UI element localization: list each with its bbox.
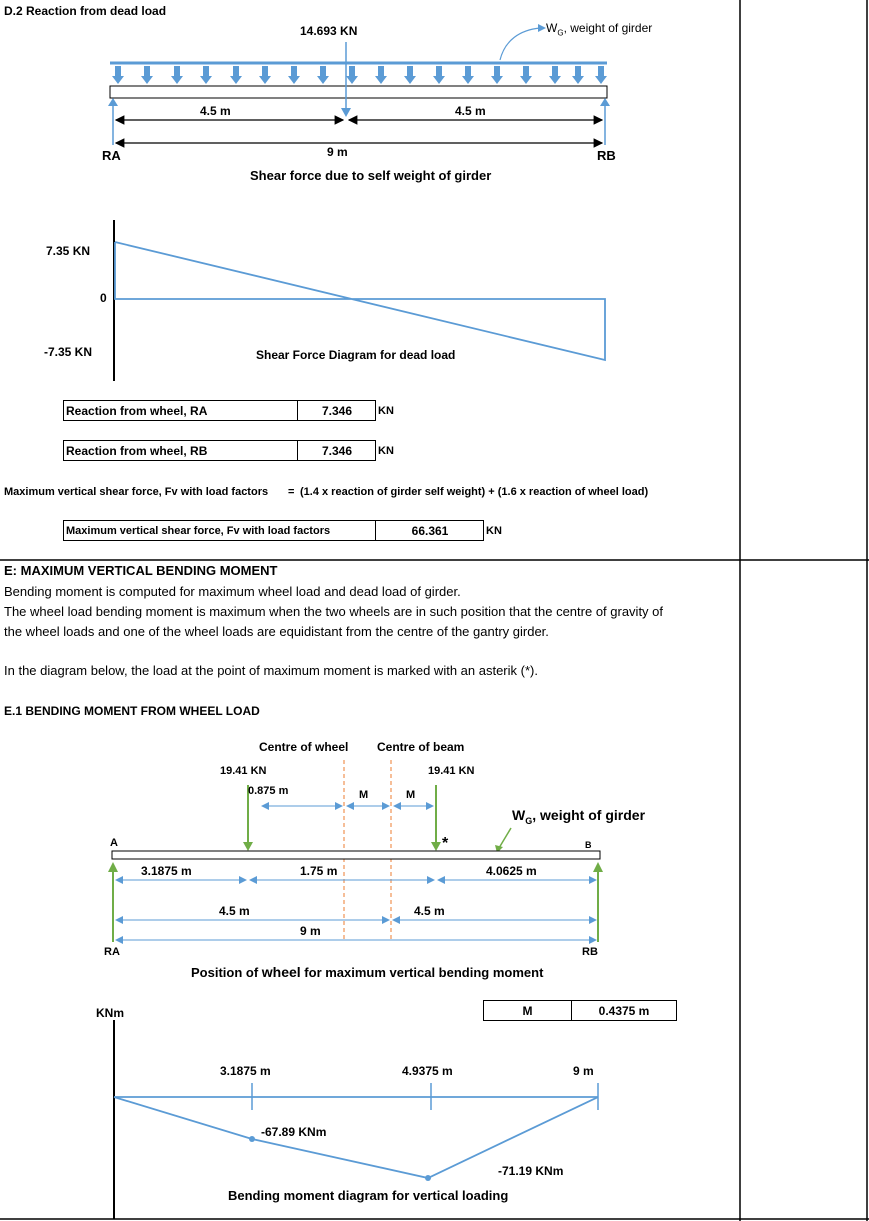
rb-label-2: RB [582, 946, 598, 958]
centre-of-wheel-label: Centre of wheel [259, 740, 349, 754]
reaction-rb-unit: KN [378, 445, 394, 457]
wheel-load-2-label: 19.41 KN [428, 765, 475, 777]
m-label-2: M [406, 789, 416, 801]
sfd-bottom-label: -7.35 KN [44, 345, 93, 359]
sfd-zero-label: 0 [100, 291, 107, 305]
dim-4-0625: 4.0625 m [486, 864, 537, 878]
m-table-label: M [484, 1001, 572, 1020]
right-span-label: 4.5 m [455, 104, 486, 118]
e-para-2: The wheel load bending moment is maximum when the two wheels are in such position that the centre of gravity of [4, 604, 664, 619]
formula-right: (1.4 x reaction of girder self weight) + (1.6 x reaction of wheel load) [300, 486, 649, 498]
bmd-unit-label: KNm [96, 1006, 125, 1020]
offset-label: 0.875 m [248, 785, 289, 797]
sfd-top-label: 7.35 KN [46, 244, 91, 258]
dim-half-1: 4.5 m [219, 904, 250, 918]
e-para-4: In the diagram below, the load at the point of maximum moment is marked with an asterik (*). [4, 663, 538, 678]
section-d2-heading: D.2 Reaction from dead load [4, 4, 167, 18]
bmd-v1-label: -67.89 KNm [261, 1125, 327, 1139]
fig1-caption: Shear force due to self weight of girder [250, 168, 492, 183]
formula-left: Maximum vertical shear force, Fv with load factors [4, 486, 269, 498]
e-para-3: the wheel loads and one of the wheel loads are equidistant from the centre of the gantry girder. [4, 624, 549, 639]
reaction-ra-label: Reaction from wheel, RA [66, 401, 298, 420]
rb-label: RB [597, 148, 616, 163]
dim-total: 9 m [300, 924, 321, 938]
dim-3-1875: 3.1875 m [141, 864, 192, 878]
bmd-v2-label: -71.19 KNm [498, 1164, 564, 1178]
wheel-load-1-label: 19.41 KN [220, 765, 267, 777]
wg-label: $W_G$, weight of girder [546, 21, 653, 38]
dim-half-2: 4.5 m [414, 904, 445, 918]
sfd-caption: Shear Force Diagram for dead load [256, 348, 456, 362]
bmd-x1-label: 3.1875 m [220, 1064, 271, 1078]
reaction-rb-value: 7.346 [321, 443, 353, 458]
section-e-heading: E: MAXIMUM VERTICAL BENDING MOMENT [4, 563, 278, 578]
m-table-value: 0.4375 m [598, 1003, 650, 1018]
reaction-ra-value: 7.346 [321, 403, 353, 418]
dim-1-75: 1.75 m [300, 864, 338, 878]
e-para-1: Bending moment is computed for maximum wheel load and dead load of girder. [4, 584, 461, 599]
ra-label: RA [102, 148, 121, 163]
centre-of-beam-label: Centre of beam [377, 740, 465, 754]
fig2-caption: Position of wheel for maximum vertical bending moment [191, 964, 544, 980]
reaction-rb-label: Reaction from wheel, RB [66, 441, 298, 460]
support-a-label: A [110, 837, 118, 849]
bmd-x3-label: 9 m [573, 1064, 594, 1078]
reaction-ra-unit: KN [378, 405, 394, 417]
wg-label-2: $W_G$, weight of girder [512, 807, 646, 826]
fv-unit: KN [486, 525, 502, 537]
total-span-label: 9 m [327, 145, 348, 159]
asterisk-marker: * [442, 835, 449, 852]
support-b-label: B [585, 840, 592, 850]
m-label-1: M [359, 789, 369, 801]
ra-label-2: RA [104, 946, 120, 958]
formula-eq: = [288, 486, 295, 498]
left-span-label: 4.5 m [200, 104, 231, 118]
bmd-caption: Bending moment diagram for vertical loading [228, 1188, 509, 1203]
e1-heading: E.1 BENDING MOMENT FROM WHEEL LOAD [4, 704, 260, 718]
fv-label: Maximum vertical shear force, Fv with load factors [66, 521, 376, 540]
fv-value: 66.361 [411, 523, 449, 538]
bmd-x2-label: 4.9375 m [402, 1064, 453, 1078]
centre-load-label: 14.693 KN [300, 24, 358, 38]
